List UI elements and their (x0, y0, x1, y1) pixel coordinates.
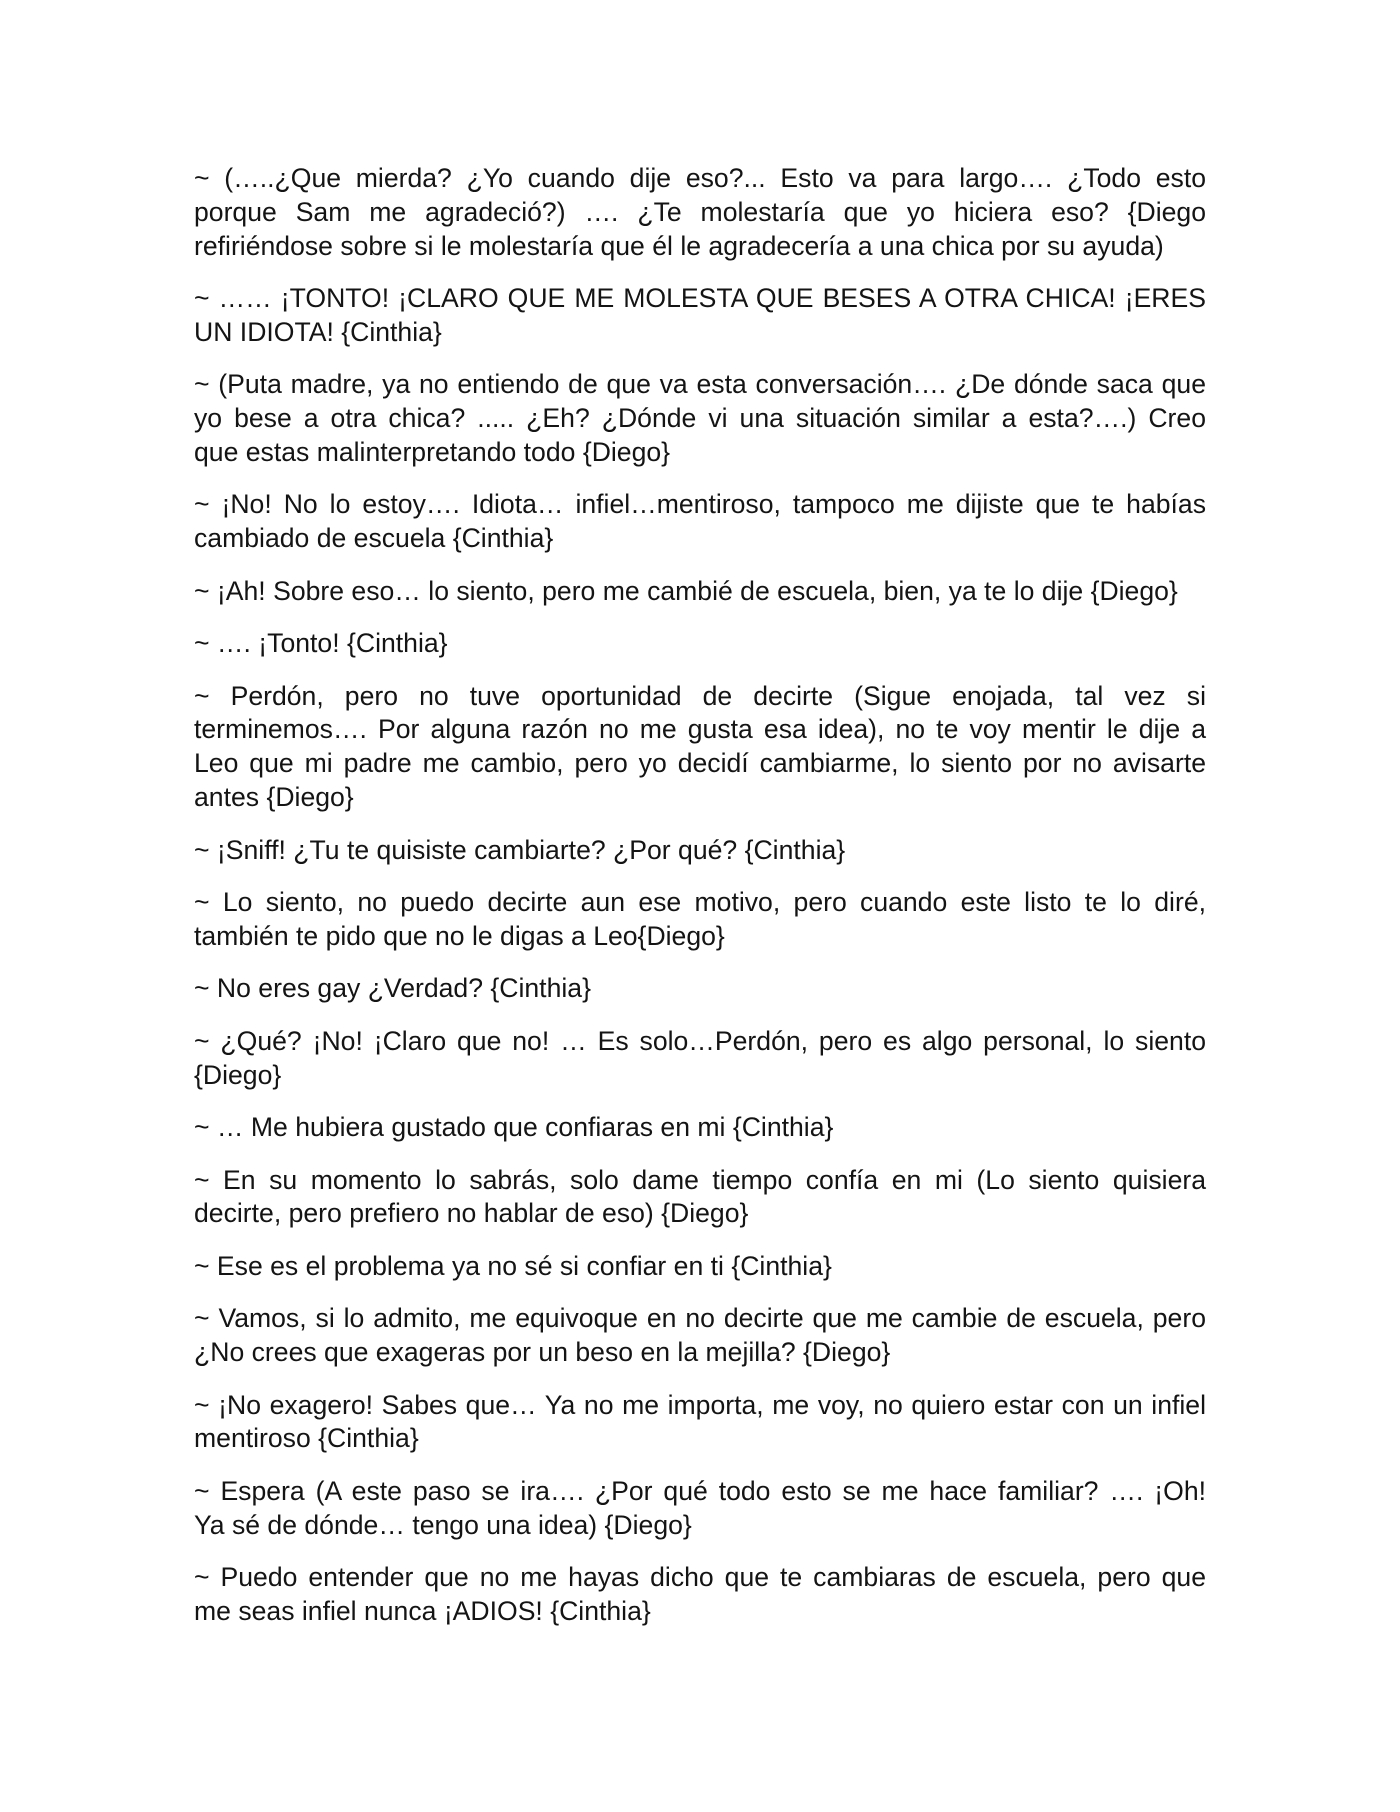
dialogue-paragraph (194, 368, 1206, 469)
dialogue-paragraph (194, 680, 1206, 815)
text-line: ~ Perdón, pero no tuve oportunidad de decirte (Sigue enojada, tal vez si (194, 680, 1206, 711)
dialogue-paragraph (194, 834, 1206, 868)
dialogue-paragraph (194, 1250, 1206, 1284)
text-line: yo bese a otra chica? ..... ¿Eh? ¿Dónde vi una situación similar a esta?….) Creo (194, 403, 1206, 434)
dialogue-paragraph (194, 1389, 1206, 1457)
text-line: terminemos…. Por alguna razón no me gusta esa idea), no te voy mentir le dije a (194, 714, 1206, 745)
dialogue-paragraph (194, 162, 1206, 263)
dialogue-paragraph (194, 1025, 1206, 1093)
text-line: antes {Diego} (194, 782, 354, 813)
dialogue-paragraph (194, 1111, 1206, 1145)
text-line: ~ ¡No exagero! Sabes que… Ya no me importa, me voy, no quiero estar con un infiel (194, 1389, 1206, 1420)
text-line: refiriéndose sobre si le molestaría que él le agradecería a una chica por su ayuda) (194, 230, 1164, 261)
text-line: ~ (Puta madre, ya no entiendo de que va esta conversación…. ¿De dónde saca que (194, 369, 1206, 400)
text-line: ~ (…..¿Que mierda? ¿Yo cuando dije eso?... Esto va para largo…. ¿Todo esto (194, 163, 1206, 193)
text-line: ~ Ese es el problema ya no sé si confiar en ti {Cinthia} (194, 1250, 832, 1281)
dialogue-paragraph (194, 1302, 1206, 1370)
text-line: ~ Puedo entender que no me hayas dicho que te cambiaras de escuela, pero que (194, 1562, 1206, 1593)
dialogue-paragraph (194, 575, 1206, 609)
text-line: ~ ¡Ah! Sobre eso… lo siento, pero me cambié de escuela, bien, ya te lo dije {Diego} (194, 575, 1178, 606)
text-line: ~ ¿Qué? ¡No! ¡Claro que no! … Es solo…Perdón, pero es algo personal, lo siento (194, 1025, 1206, 1056)
dialogue-paragraph (194, 1561, 1206, 1629)
dialogue-paragraph (194, 1475, 1206, 1543)
text-line: Leo que mi padre me cambio, pero yo decidí cambiarme, lo siento por no avisarte (194, 748, 1206, 779)
text-line: también te pido que no le digas a Leo{Diego} (194, 920, 725, 951)
text-line: que estas malinterpretando todo {Diego} (194, 436, 671, 467)
dialogue-paragraph (194, 1164, 1206, 1232)
text-line: ~ ¡No! No lo estoy…. Idiota… infiel…mentiroso, tampoco me dijiste que te habías (194, 489, 1206, 520)
text-line: ~ Vamos, si lo admito, me equivoque en no decirte que me cambie de escuela, pero (194, 1303, 1206, 1334)
text-line: UN IDIOTA! {Cinthia} (194, 316, 442, 347)
text-line: ¿No crees que exageras por un beso en la mejilla? {Diego} (194, 1337, 891, 1368)
text-line: cambiado de escuela {Cinthia} (194, 523, 554, 554)
dialogue-paragraph (194, 282, 1206, 350)
text-line: Ya sé de dónde… tengo una idea) {Diego} (194, 1509, 692, 1540)
text-line: ~ Lo siento, no puedo decirte aun ese motivo, pero cuando este listo te lo diré, (194, 887, 1206, 918)
dialogue-paragraph (194, 627, 1206, 661)
text-line: porque Sam me agradeció?) …. ¿Te molestaría que yo hiciera eso? {Diego (194, 196, 1206, 227)
document-body (194, 162, 1206, 1629)
dialogue-paragraph (194, 488, 1206, 556)
text-line: ~ … Me hubiera gustado que confiaras en mi {Cinthia} (194, 1112, 834, 1143)
text-line: {Diego} (194, 1059, 282, 1090)
text-line: mentiroso {Cinthia} (194, 1423, 419, 1454)
text-line: ~ No eres gay ¿Verdad? {Cinthia} (194, 973, 591, 1004)
text-line: ~ En su momento lo sabrás, solo dame tiempo confía en mi (Lo siento quisiera (194, 1164, 1206, 1195)
dialogue-paragraph (194, 886, 1206, 954)
text-line: ~ Espera (A este paso se ira…. ¿Por qué todo esto se me hace familiar? …. ¡Oh! (194, 1475, 1206, 1506)
text-line: ~ …. ¡Tonto! {Cinthia} (194, 628, 448, 659)
dialogue-paragraph (194, 972, 1206, 1006)
text-line: ~ …… ¡TONTO! ¡CLARO QUE ME MOLESTA QUE BESES A OTRA CHICA! ¡ERES (194, 283, 1206, 314)
text-line: me seas infiel nunca ¡ADIOS! {Cinthia} (194, 1595, 651, 1626)
text-line: ~ ¡Sniff! ¿Tu te quisiste cambiarte? ¿Por qué? {Cinthia} (194, 834, 846, 865)
text-line: decirte, pero prefiero no hablar de eso) {Diego} (194, 1198, 749, 1229)
